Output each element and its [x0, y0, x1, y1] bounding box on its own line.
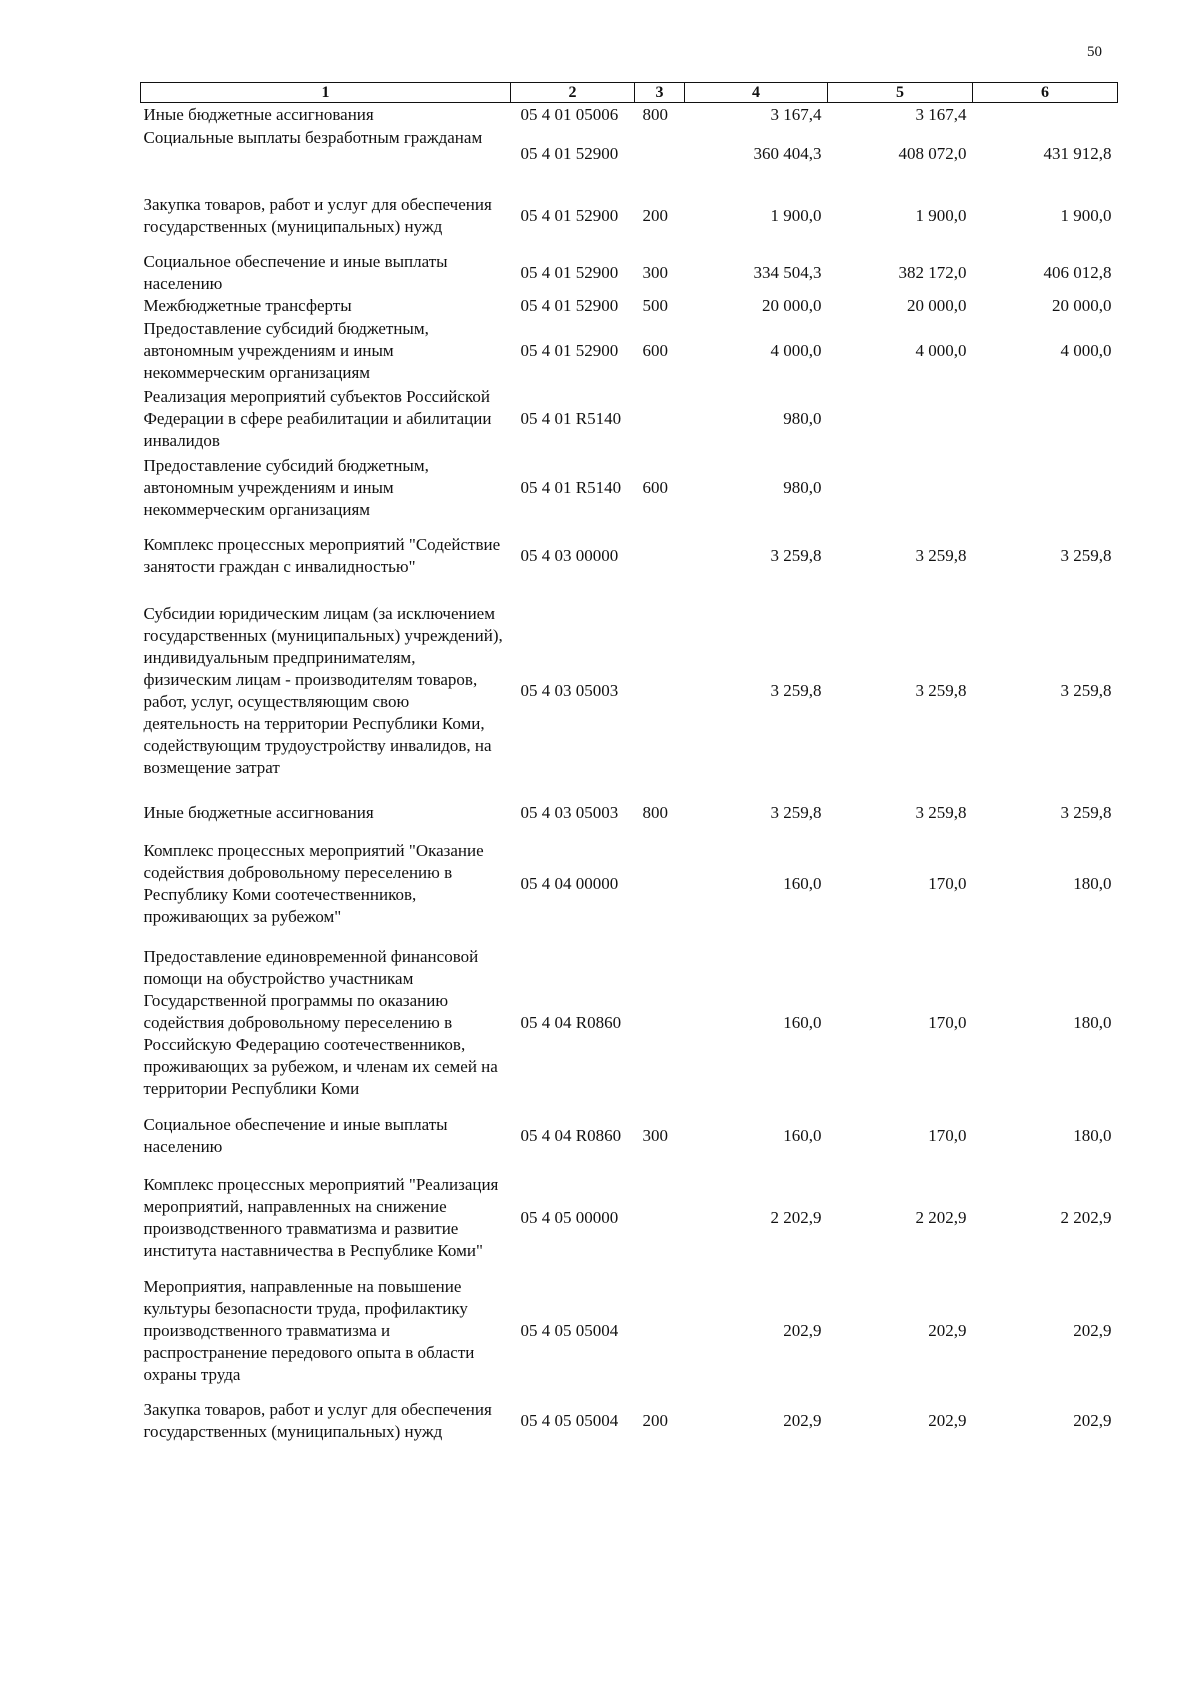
column-header: 3: [635, 83, 685, 103]
table-row: [141, 318, 1118, 384]
row-value-2: 2 202,9: [915, 1207, 967, 1227]
row-value-2: [828, 384, 973, 454]
table-row: [141, 127, 1118, 181]
row-expense-type: 600: [642, 340, 668, 360]
table-row: [141, 454, 1118, 522]
table-row: [141, 793, 1118, 833]
row-expense-type: [635, 833, 685, 935]
row-expense-type: 200: [642, 205, 668, 225]
row-value-3: 3 259,8: [1060, 545, 1112, 565]
row-value-3: 406 012,8: [1043, 262, 1112, 282]
row-expense-type: 600: [642, 477, 668, 497]
table-body: [141, 103, 1118, 1455]
row-code: 05 4 01 52900: [520, 205, 619, 225]
row-value-3: [973, 384, 1118, 454]
row-value-3: [973, 103, 1118, 127]
row-code: 05 4 05 00000: [520, 1207, 619, 1227]
row-value-1: 3 259,8: [770, 681, 822, 700]
row-expense-type: 800: [642, 104, 668, 124]
row-name: Иные бюджетные ассигнования: [143, 104, 374, 124]
row-value-3: 20 000,0: [1052, 296, 1112, 315]
budget-table: [140, 82, 1118, 1455]
column-header: 6: [973, 83, 1118, 103]
row-value-2: 3 259,8: [915, 545, 967, 565]
row-expense-type: [635, 522, 685, 590]
row-expense-type: [635, 1275, 685, 1387]
row-value-1: 334 504,3: [753, 262, 822, 282]
row-code: 05 4 01 05006: [520, 104, 619, 124]
row-value-1: 4 000,0: [770, 340, 822, 360]
page-number: 50: [1087, 44, 1102, 60]
row-name: Комплекс процессных мероприятий "Оказание содействия добровольному переселению в Республику Коми соотечественников, проживающих за рубежом": [143, 840, 484, 926]
table-row: [141, 181, 1118, 251]
row-value-3: 202,9: [1073, 1410, 1112, 1430]
row-expense-type: [635, 935, 685, 1111]
table-header: [141, 83, 1118, 103]
row-name: Предоставление субсидий бюджетным, автономным учреждениям и иным некоммерческим организациям: [143, 455, 429, 519]
table-row: [141, 1161, 1118, 1275]
row-name: Предоставление субсидий бюджетным, автономным учреждениям и иным некоммерческим организациям: [143, 318, 429, 382]
row-expense-type: 300: [642, 1125, 668, 1145]
row-code: 05 4 01 52900: [520, 340, 619, 360]
row-value-3: [973, 454, 1118, 522]
row-value-1: 160,0: [783, 1012, 822, 1032]
row-code: 05 4 01 52900: [520, 296, 619, 315]
table-row: [141, 251, 1118, 295]
row-name: Социальное обеспечение и иные выплаты населению: [143, 251, 448, 293]
row-value-3: 3 259,8: [1060, 681, 1112, 700]
row-value-2: 170,0: [928, 1012, 967, 1032]
row-code: 05 4 04 00000: [520, 873, 619, 893]
row-value-2: [828, 454, 973, 522]
row-value-3: 180,0: [1073, 1125, 1112, 1145]
row-name: Социальное обеспечение и иные выплаты населению: [143, 1114, 448, 1156]
row-value-2: 3 167,4: [915, 104, 967, 124]
table-row: [141, 833, 1118, 935]
table-row: [141, 384, 1118, 454]
row-name: Реализация мероприятий субъектов Российской Федерации в сфере реабилитации и абилитации инвалидов: [143, 386, 492, 450]
row-code: 05 4 03 05003: [520, 681, 619, 700]
row-code: 05 4 01 R5140: [520, 477, 622, 497]
row-name: Закупка товаров, работ и услуг для обеспечения государственных (муниципальных) нужд: [143, 194, 492, 236]
row-code: 05 4 05 05004: [520, 1320, 619, 1340]
row-value-1: 980,0: [783, 477, 822, 497]
row-value-1: 202,9: [783, 1320, 822, 1340]
column-header: 4: [685, 83, 828, 103]
row-value-1: 202,9: [783, 1410, 822, 1430]
row-expense-type: [635, 384, 685, 454]
row-value-2: 4 000,0: [915, 340, 967, 360]
table-row: [141, 1275, 1118, 1387]
row-value-1: 3 167,4: [770, 104, 822, 124]
row-name: Комплекс процессных мероприятий "Содействие занятости граждан с инвалидностью": [143, 534, 501, 576]
row-value-2: 3 259,8: [915, 681, 967, 700]
table-row: [141, 1387, 1118, 1455]
row-value-2: 202,9: [928, 1410, 967, 1430]
table-row: [141, 522, 1118, 590]
row-name: Социальные выплаты безработным гражданам: [143, 127, 483, 147]
row-value-1: 2 202,9: [770, 1207, 822, 1227]
row-code: 05 4 01 52900: [520, 143, 619, 163]
row-name: Мероприятия, направленные на повышение культуры безопасности труда, профилактику производственного травматизма и распространение передового опыта в области охраны труда: [143, 1276, 475, 1384]
row-value-3: 4 000,0: [1060, 340, 1112, 360]
row-value-2: 382 172,0: [898, 262, 967, 282]
row-value-1: 160,0: [783, 1125, 822, 1145]
row-name: Субсидии юридическим лицам (за исключением государственных (муниципальных) учреждений), индивидуальным предпринимателям, физическим лицам - производителям товаров, работ, услуг, осуществляющим свою деятельность на территории Республики Коми, содействующим трудоустройству инвалидов, на возмещение затрат: [143, 604, 503, 777]
row-value-3: 431 912,8: [1043, 143, 1112, 163]
row-value-2: 408 072,0: [898, 143, 967, 163]
row-value-2: 170,0: [928, 873, 967, 893]
row-value-1: 160,0: [783, 873, 822, 893]
row-name: Закупка товаров, работ и услуг для обеспечения государственных (муниципальных) нужд: [143, 1399, 492, 1441]
table-row: [141, 1111, 1118, 1161]
row-value-1: 3 259,8: [770, 545, 822, 565]
row-value-2: 202,9: [928, 1320, 967, 1340]
column-header: 1: [141, 83, 511, 103]
row-expense-type: [635, 127, 685, 181]
row-value-3: 3 259,8: [1060, 802, 1112, 822]
row-value-1: 360 404,3: [753, 143, 822, 163]
row-value-1: 3 259,8: [770, 802, 822, 822]
row-value-3: 2 202,9: [1060, 1207, 1112, 1227]
row-code: 05 4 04 R0860: [520, 1125, 622, 1145]
table-row: [141, 590, 1118, 793]
row-value-1: 980,0: [783, 408, 822, 428]
row-code: 05 4 05 05004: [520, 1410, 619, 1430]
row-value-3: 202,9: [1073, 1320, 1112, 1340]
row-value-3: 1 900,0: [1060, 205, 1112, 225]
table-row: [141, 103, 1118, 127]
row-value-1: 1 900,0: [770, 205, 822, 225]
row-expense-type: 800: [642, 802, 668, 822]
row-name: Предоставление единовременной финансовой помощи на обустройство участникам Государственной программы по оказанию содействия добровольному переселению в Российскую Федерацию соотечественников, проживающих за рубежом, и членам их семей на территории Республики Коми: [143, 946, 498, 1098]
column-header: 5: [828, 83, 973, 103]
row-value-2: 20 000,0: [907, 296, 967, 315]
row-value-1: 20 000,0: [762, 296, 822, 315]
row-expense-type: 200: [642, 1410, 668, 1430]
table-row: [141, 295, 1118, 318]
row-value-3: 180,0: [1073, 873, 1112, 893]
row-expense-type: [635, 1161, 685, 1275]
row-expense-type: [635, 590, 685, 793]
column-header: 2: [511, 83, 635, 103]
row-code: 05 4 03 05003: [520, 802, 619, 822]
row-name: Межбюджетные трансферты: [143, 296, 352, 315]
row-code: 05 4 03 00000: [520, 545, 619, 565]
row-code: 05 4 01 R5140: [520, 408, 622, 428]
row-code: 05 4 01 52900: [520, 262, 619, 282]
row-name: Комплекс процессных мероприятий "Реализация мероприятий, направленных на снижение производственного травматизма и развитие института наставничества в Республике Коми": [143, 1174, 499, 1260]
row-value-3: 180,0: [1073, 1012, 1112, 1032]
row-value-2: 1 900,0: [915, 205, 967, 225]
row-code: 05 4 04 R0860: [520, 1012, 622, 1032]
row-expense-type: 500: [642, 296, 668, 315]
table-row: [141, 935, 1118, 1111]
row-name: Иные бюджетные ассигнования: [143, 802, 374, 822]
row-value-2: 170,0: [928, 1125, 967, 1145]
row-expense-type: 300: [642, 262, 668, 282]
row-value-2: 3 259,8: [915, 802, 967, 822]
